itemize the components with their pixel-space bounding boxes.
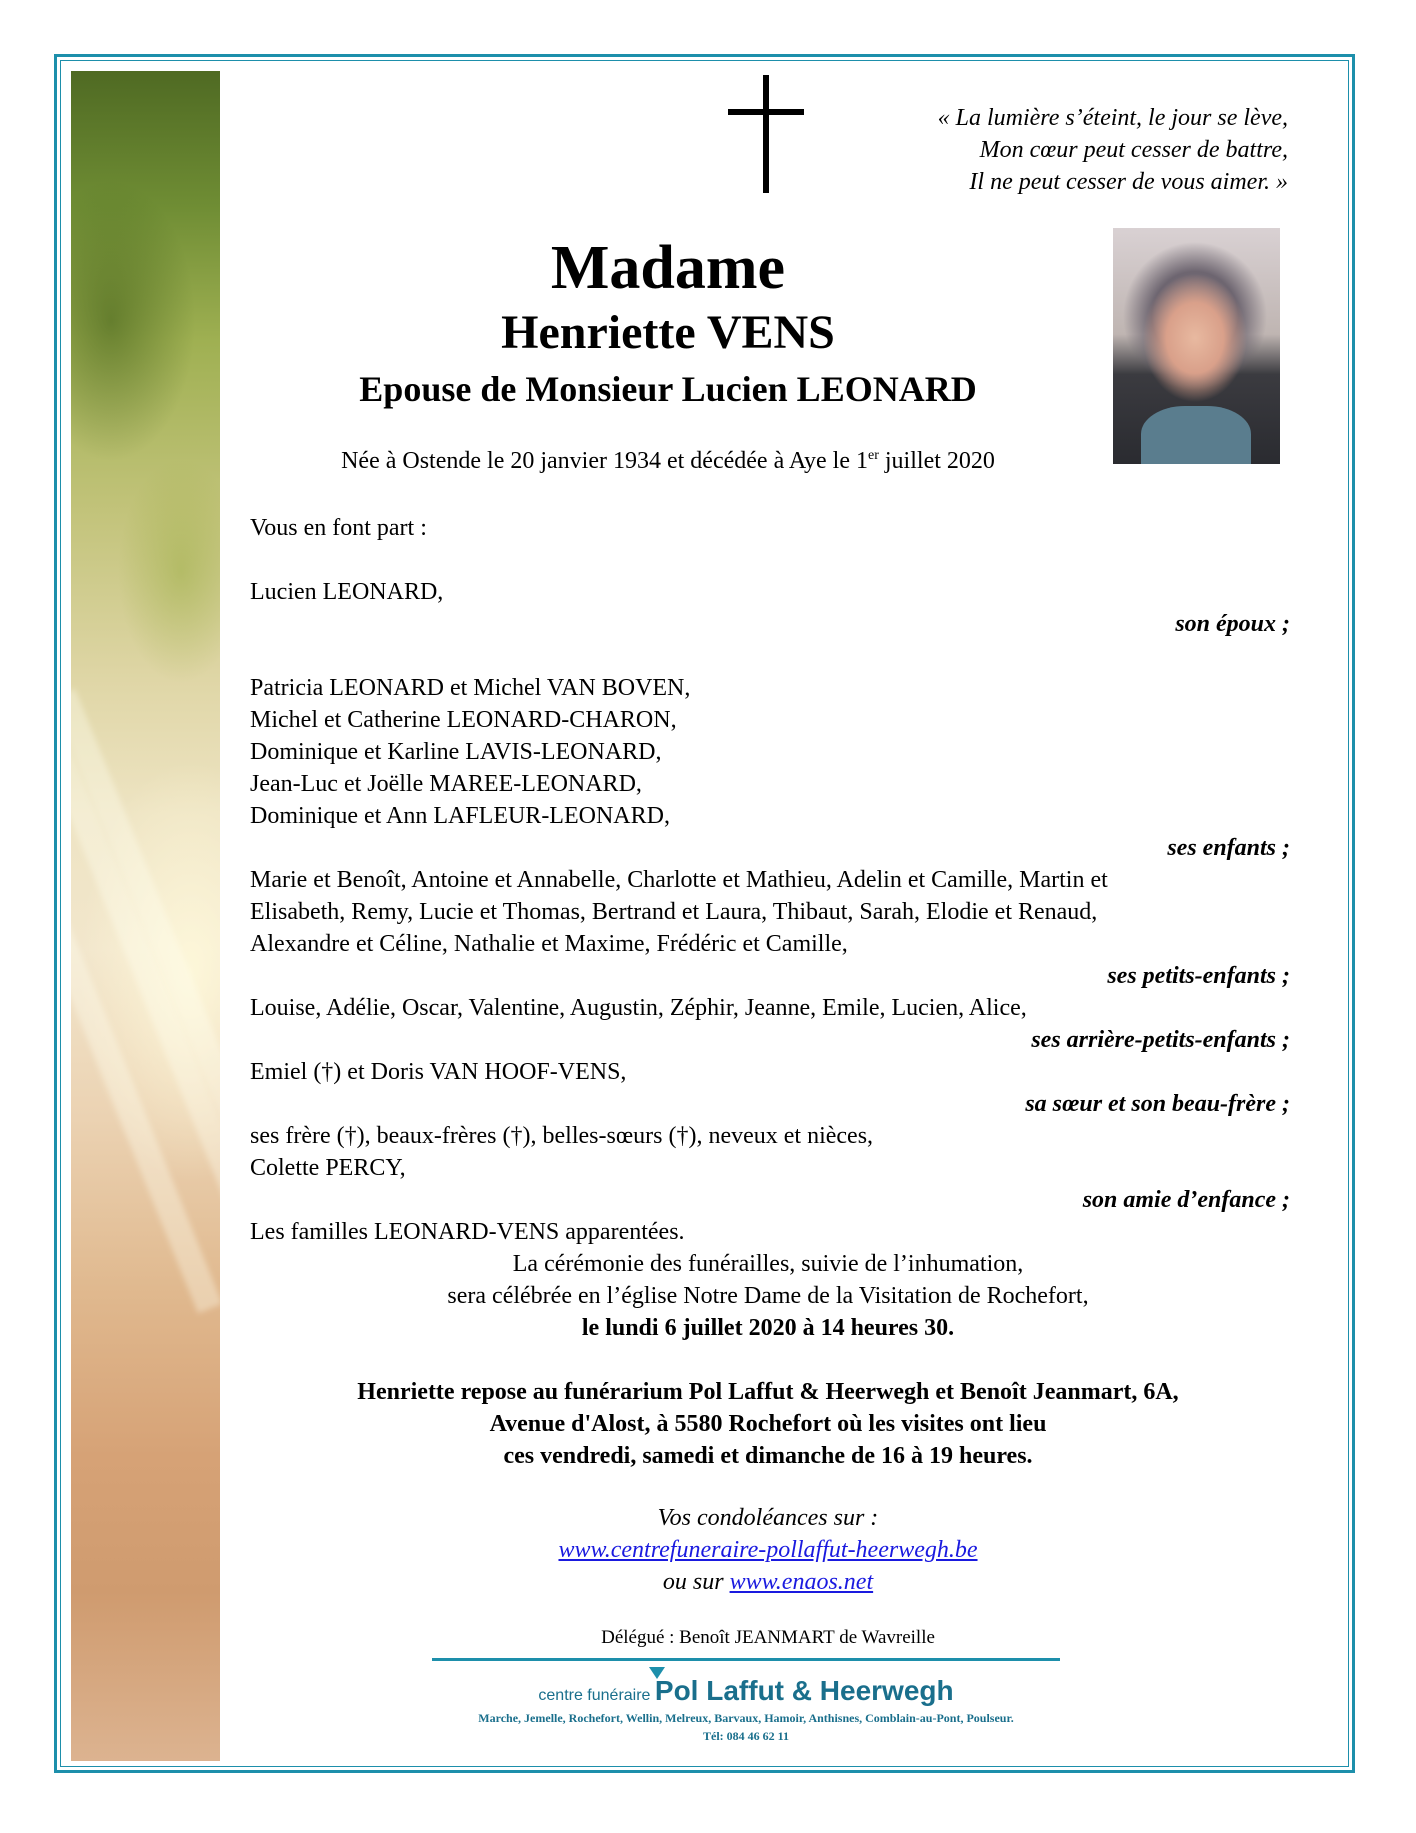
logo-big-text: Pol Laffut & Heerwegh [654,1675,954,1706]
visit-line: Henriette repose au funérarium Pol Laffut & Heerwegh et Benoît Jeanmart, 6A, [357,1379,1179,1405]
family-entry: Dominique et Karline LAVIS-LEONARD, [250,739,662,765]
condolences [248,1502,1288,1598]
relation-label: ses arrière-petits-enfants ; [1031,1027,1290,1053]
intro: Vous en font part : [250,515,427,541]
funeral-home-logo [432,1675,1060,1707]
ceremony-date: le lundi 6 juillet 2020 à 14 heures 30. [581,1315,955,1341]
family-entry: Louise, Adélie, Oscar, Valentine, Augustin, Zéphir, Jeanne, Emile, Lucien, Alice, [250,995,1027,1021]
logo-towns: Marche, Jemelle, Rochefort, Wellin, Melreux, Barvaux, Hamoir, Anthisnes, Comblain-au-Pont, Poulseur. [478,1711,1014,1725]
logo-phone: Tél: 084 46 62 11 [703,1729,789,1743]
poem-line: Mon cœur peut cesser de battre, [979,137,1288,163]
ceremony-line: sera célébrée en l’église Notre Dame de la Visitation de Rochefort, [447,1283,1089,1309]
family-entry: Marie et Benoît, Antoine et Annabelle, Charlotte et Mathieu, Adelin et Camille, Martin et [250,867,1108,893]
title: Madame [550,234,786,302]
relation-label: son amie d’enfance ; [1082,1187,1290,1213]
ceremony-line: La cérémonie des funérailles, suivie de l’inhumation, [512,1251,1024,1277]
condolences-label: Vos condoléances sur : [657,1505,879,1531]
portrait-photo [1113,228,1280,464]
spouse-line: Epouse de Monsieur Lucien LEONARD [359,369,977,409]
forest-path-image [71,71,220,1761]
condolences-link-2[interactable]: www.enaos.net [729,1569,874,1595]
logo-small-text: centre funéraire [538,1687,651,1704]
visit-line: Avenue d'Alost, à 5580 Rochefort où les visites ont lieu [489,1411,1047,1437]
ceremony-info [248,1248,1288,1344]
poem [768,102,1288,198]
deceased-name: Henriette VENS [501,306,835,359]
condolences-link-1[interactable]: www.centrefuneraire-pollaffut-heerwegh.be [558,1537,978,1563]
or-label: ou sur [662,1569,730,1595]
family-entry: Michel et Catherine LEONARD-CHARON, [250,707,677,733]
family-entry: Elisabeth, Remy, Lucie et Thomas, Bertrand et Laura, Thibaut, Sarah, Elodie et Renaud, [250,899,1098,925]
visit-info [248,1376,1288,1472]
family-entry: Lucien LEONARD, [250,579,444,605]
name-block [248,232,1088,416]
poem-line: « La lumière s’éteint, le jour se lève, [937,105,1288,131]
family-entry: Dominique et Ann LAFLEUR-LEONARD, [250,803,670,829]
visit-line: ces vendredi, samedi et dimanche de 16 à 19 heures. [503,1443,1033,1469]
relation-label: ses enfants ; [1167,835,1290,861]
birth-death-line: Née à Ostende le 20 janvier 1934 et décédée à Aye le 1er juillet 2020 [341,448,995,474]
family-entry: Patricia LEONARD et Michel VAN BOVEN, [250,675,691,701]
relation-label: ses petits-enfants ; [1107,963,1290,989]
relation-label: sa sœur et son beau-frère ; [1025,1091,1290,1117]
poem-line: Il ne peut cesser de vous aimer. » [969,169,1288,195]
family-list [250,512,1290,1248]
family-entry: Emiel (†) et Doris VAN HOOF-VENS, [250,1059,627,1085]
relation-label: son époux ; [1175,611,1290,637]
family-entry: Colette PERCY, [250,1155,406,1181]
family-entry: Alexandre et Céline, Nathalie et Maxime, Frédéric et Camille, [250,931,848,957]
family-entry: Jean-Luc et Joëlle MAREE-LEONARD, [250,771,642,797]
logo-divider [432,1658,1060,1661]
delegate-line: Délégué : Benoît JEANMART de Wavreille [601,1627,935,1648]
family-entry: Les familles LEONARD-VENS apparentées. [250,1219,685,1245]
family-entry: ses frère (†), beaux-frères (†), belles-sœurs (†), neveux et nièces, [250,1123,874,1149]
